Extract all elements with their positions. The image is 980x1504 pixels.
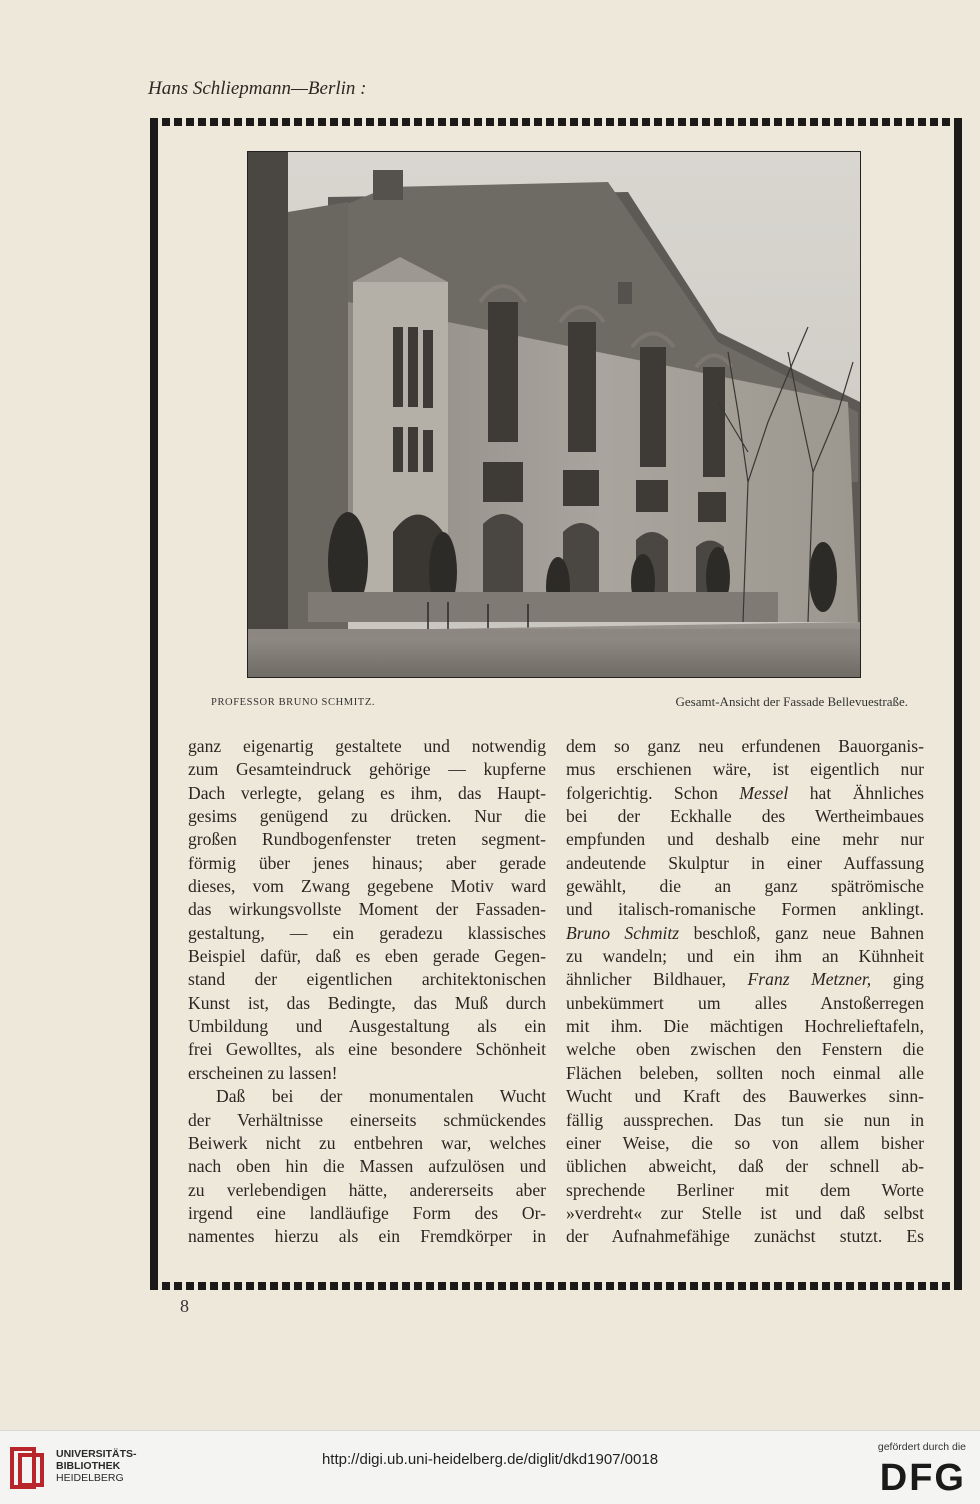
permalink-url[interactable]: http://digi.ub.uni-heidelberg.de/diglit/dkd1907/0018 bbox=[321, 1451, 659, 1468]
text-line: einer Weise, die so von allem bisher bbox=[566, 1132, 924, 1153]
page-number: 8 bbox=[180, 1296, 189, 1316]
text-fragment: beschloß, ganz neue Bahnen bbox=[693, 922, 924, 943]
text-line: das wirkungsvollste Moment der Fassaden- bbox=[188, 899, 546, 920]
facade-photograph bbox=[247, 151, 861, 678]
library-line: UNIVERSITÄTS- bbox=[56, 1448, 137, 1460]
dfg-logo: DFG bbox=[879, 1457, 966, 1499]
running-head: Hans Schliepmann—Berlin : bbox=[148, 78, 367, 99]
italic-name-bruno-schmitz: Bruno Schmitz bbox=[566, 922, 680, 943]
text-line: welche oben zwischen den Fenstern die bbox=[566, 1039, 924, 1060]
text-line: Daß bei der monumentalen Wucht bbox=[216, 1086, 546, 1107]
text-fragment: folgerichtig. Schon bbox=[566, 782, 718, 803]
text-line: mit ihm. Die mächtigen Hochrelieftafeln, bbox=[566, 1016, 924, 1037]
text-line: irgend eine landläufige Form des Or- bbox=[188, 1202, 546, 1223]
text-line: stand der eigentlichen architektonischen bbox=[188, 969, 546, 990]
text-line: gestaltung, — ein geradezu klassisches bbox=[188, 922, 546, 943]
text-line: dieses, vom Zwang gegebene Motiv ward bbox=[188, 876, 546, 897]
text-line: mus erschienen wäre, ist eigentlich nur bbox=[566, 759, 924, 780]
text-line: Dach verlegte, gelang es ihm, das Haupt- bbox=[188, 782, 546, 803]
text-line bbox=[566, 968, 924, 991]
text-line bbox=[566, 782, 924, 805]
text-line: und italisch-romanische Formen anklingt. bbox=[566, 899, 924, 920]
text-column-left bbox=[188, 735, 546, 1249]
text-line: ganz eigenartig gestaltete und notwendig bbox=[188, 736, 546, 756]
text-line: gewählt, die an ganz spätrömische bbox=[566, 876, 924, 897]
text-line: Flächen beleben, sollten noch einmal alle bbox=[566, 1062, 924, 1083]
text-fragment: ähnlicher Bildhauer, bbox=[566, 969, 727, 990]
text-line: fällig aussprechen. Das tun sie nun in bbox=[566, 1109, 924, 1130]
text-line: dem so ganz neu erfundenen Bauorganis- bbox=[566, 736, 924, 756]
italic-name-franz-metzner: Franz Metzner, bbox=[747, 969, 872, 990]
text-line: großen Rundbogenfenster treten segment- bbox=[188, 829, 546, 850]
text-line: förmig über jenes hinaus; aber gerade bbox=[188, 852, 546, 873]
text-line: der Aufnahmefähige zunächst stutzt. Es bbox=[566, 1226, 924, 1247]
photo-title-caption: Gesamt-Ansicht der Fassade Bellevuestraße. bbox=[675, 694, 908, 709]
text-fragment: hat Ähnliches bbox=[809, 782, 925, 803]
text-line: andeutende Skulptur in einer Auffassung bbox=[566, 852, 924, 873]
funding-note: gefördert durch die bbox=[877, 1441, 966, 1453]
text-column-right bbox=[566, 735, 924, 1249]
digitization-footer bbox=[0, 1430, 980, 1504]
text-line: namentes hierzu als ein Fremdkörper in bbox=[188, 1226, 546, 1247]
text-line: empfunden und deshalb eine mehr nur bbox=[566, 829, 924, 850]
text-line: zum Gesamteindruck gehörige — kupferne bbox=[188, 759, 546, 780]
text-line: der Verhältnisse einerseits schmückendes bbox=[188, 1109, 546, 1130]
text-line: Beispiel dafür, daß es eben gerade Gegen- bbox=[188, 946, 546, 967]
text-line: Umbildung und Ausgestaltung als ein bbox=[188, 1016, 546, 1037]
italic-name-messel: Messel bbox=[739, 782, 789, 803]
text-line: »verdreht« zur Stelle ist und daß selbst bbox=[566, 1202, 924, 1223]
text-line: Beiwerk nicht zu entbehren war, welches bbox=[188, 1132, 546, 1153]
text-line bbox=[566, 922, 924, 945]
text-line: zu verlebendigen hätte, andererseits aber bbox=[188, 1179, 546, 1200]
library-line: HEIDELBERG bbox=[56, 1472, 124, 1484]
text-line: frei Gewolltes, als eine besondere Schönheit bbox=[188, 1039, 546, 1060]
text-line: gesims genügend zu drücken. Nur die bbox=[188, 806, 546, 827]
text-line: üblichen abweicht, daß der schnell ab- bbox=[566, 1156, 924, 1177]
text-line: Kunst ist, das Bedingte, das Muß durch bbox=[188, 992, 546, 1013]
text-line: bei der Eckhalle des Wertheimbaues bbox=[566, 806, 924, 827]
text-fragment: ging bbox=[892, 969, 924, 990]
library-line: BIBLIOTHEK bbox=[56, 1460, 121, 1472]
text-line: sprechende Berliner mit dem Worte bbox=[566, 1179, 924, 1200]
text-line: nach oben hin die Massen aufzulösen und bbox=[188, 1156, 546, 1177]
text-line: erscheinen zu lassen! bbox=[188, 1062, 338, 1083]
photo-credit-caption: PROFESSOR BRUNO SCHMITZ. bbox=[211, 697, 376, 708]
text-line: unbekümmert um alles Anstoßerregen bbox=[566, 992, 924, 1013]
text-line: zu wandeln; und ein ihm an Kühnheit bbox=[566, 946, 924, 967]
text-line: Wucht und Kraft des Bauwerkes sinn- bbox=[566, 1086, 924, 1107]
